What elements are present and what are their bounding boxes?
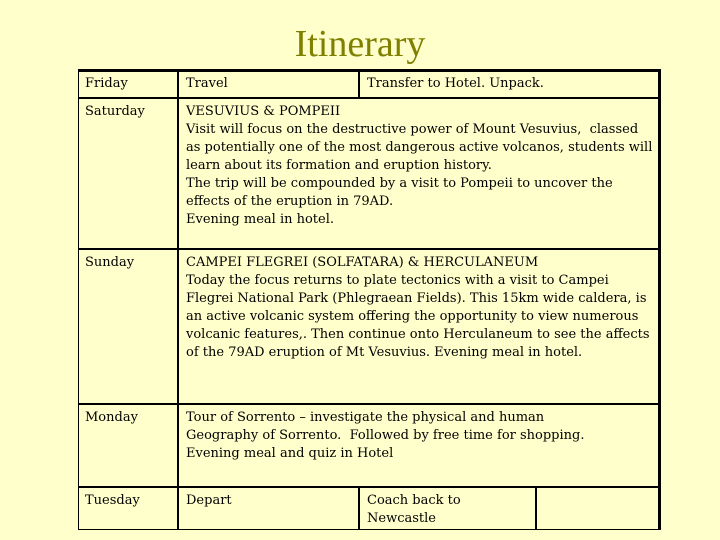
row-divider (78, 248, 661, 250)
activity-cell-saturday: VESUVIUS & POMPEII Visit will focus on the destructive power of Mount Vesuvius, classed as potentially one of the most dangerous active volcanos, students will learn about its formation and eruption history. The trip will be compounded by a visit to Pompeii to uncover the effects of the eruption in 79AD. Evening meal in hotel. (186, 104, 653, 227)
column-divider (535, 486, 537, 530)
day-cell-monday: Monday (85, 410, 138, 425)
notes-cell-tuesday: Coach back to Newcastle (367, 493, 465, 526)
activity-cell-tuesday: Depart (186, 493, 232, 508)
row-divider (78, 403, 661, 405)
row-divider (78, 97, 661, 99)
day-cell-friday: Friday (85, 76, 128, 91)
activity-cell-friday: Travel (186, 76, 228, 91)
row-divider (78, 486, 661, 488)
day-cell-sunday: Sunday (85, 255, 135, 270)
page-title: Itinerary (294, 23, 426, 65)
activity-cell-sunday: CAMPEI FLEGREI (SOLFATARA) & HERCULANEUM Today the focus returns to plate tectonics with a visit to Campei Flegrei National Park (Phlegraean Fields). This 15km wide caldera, is an active volcanic system offering the opportunity to view numerous volcanic features,. Then continue onto Herculaneum to see the affects of the 79AD eruption of Mt Vesuvius. Evening meal in hotel. (186, 255, 650, 360)
column-divider (358, 486, 360, 530)
day-cell-tuesday: Tuesday (85, 493, 140, 508)
notes-cell-friday: Transfer to Hotel. Unpack. (367, 76, 544, 91)
day-cell-saturday: Saturday (85, 104, 145, 119)
activity-cell-monday: Tour of Sorrento – investigate the physical and human Geography of Sorrento. Followed by free time for shopping. Evening meal and quiz in Hotel (186, 410, 585, 461)
column-divider (177, 69, 179, 530)
column-divider (358, 69, 360, 99)
